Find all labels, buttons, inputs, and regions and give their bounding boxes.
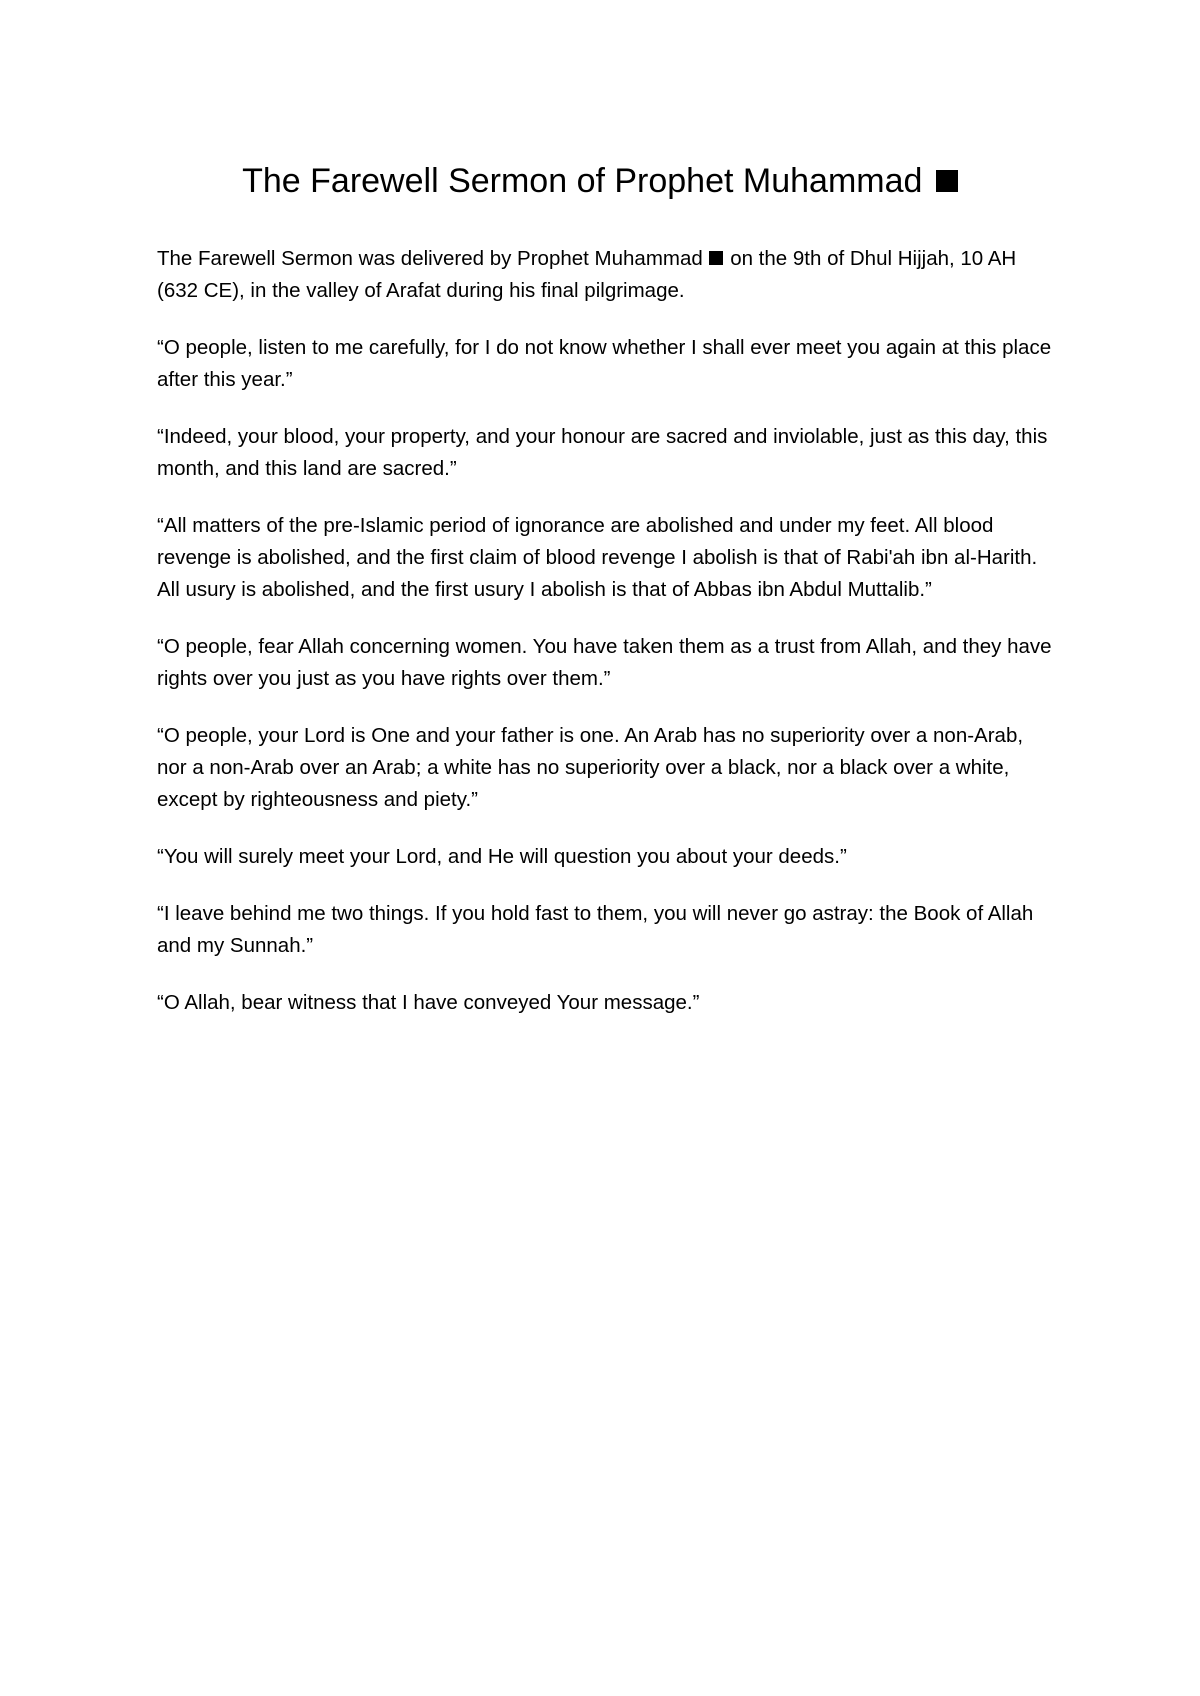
intro-paragraph — [157, 243, 1057, 307]
quote-paragraph: “Indeed, your blood, your property, and your honour are sacred and inviolable, just as this day, this month, and this land are sacred.” — [157, 425, 1048, 480]
quote-paragraph: “I leave behind me two things. If you hold fast to them, you will never go astray: the Book of Allah and my Sunnah.” — [157, 902, 1034, 957]
document-title — [0, 158, 1200, 204]
quote-paragraph: “O people, fear Allah concerning women. You have taken them as a trust from Allah, and they have rights over you just as you have rights over them.” — [157, 635, 1052, 690]
document-title-text: The Farewell Sermon of Prophet Muhammad — [242, 162, 923, 200]
intro-text-before: The Farewell Sermon was delivered by Prophet Muhammad — [157, 247, 703, 270]
missing-glyph-icon — [936, 170, 958, 192]
quote-paragraph: “O Allah, bear witness that I have conveyed Your message.” — [157, 991, 700, 1014]
quote-paragraph: “You will surely meet your Lord, and He will question you about your deeds.” — [157, 845, 847, 868]
quote-paragraph: “All matters of the pre-Islamic period of ignorance are abolished and under my feet. All blood revenge is abolished, and the first claim of blood revenge I abolish is that of Rabi'ah ibn al-Harith. All usury is abolished, and the first usury I abolish is that of Abbas ibn Abdul Muttalib.” — [157, 514, 1038, 601]
quote-paragraph: “O people, listen to me carefully, for I do not know whether I shall ever meet you again at this place after this year.” — [157, 336, 1052, 391]
missing-glyph-icon — [709, 251, 723, 265]
document-body — [157, 243, 1057, 1044]
quote-paragraph: “O people, your Lord is One and your father is one. An Arab has no superiority over a non-Arab, nor a non-Arab over an Arab; a white has no superiority over a black, nor a black over a white, except by righteousness and piety.” — [157, 724, 1024, 811]
intro-text-after: on the 9th of Dhul Hijjah, 10 AH (632 CE), in the valley of Arafat during his final pilgrimage. — [157, 247, 1017, 302]
